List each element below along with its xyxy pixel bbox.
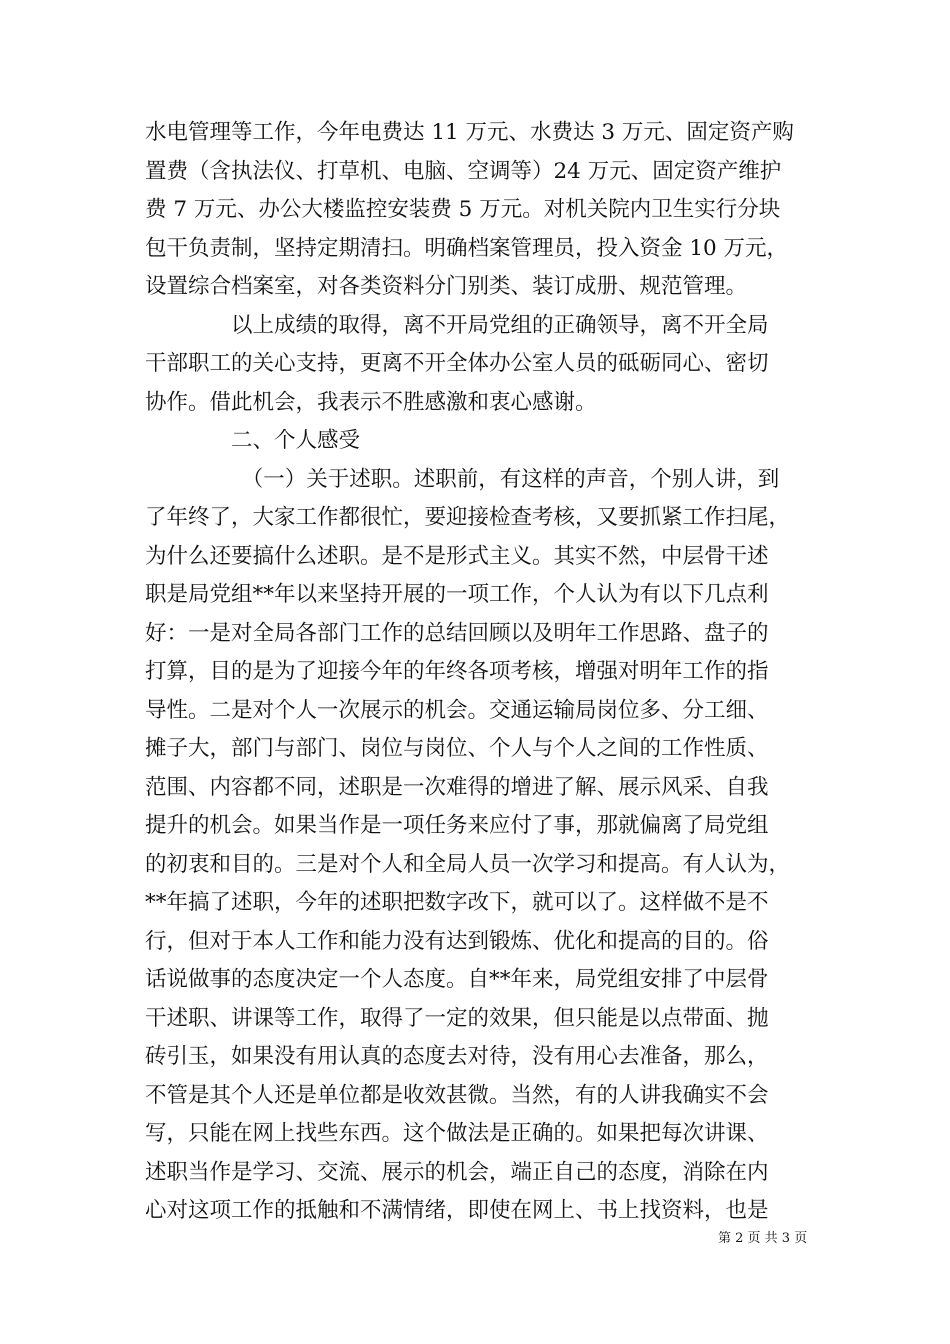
text-line: 范围、内容都不同，述职是一次难得的增进了解、展示风采、自我: [145, 774, 769, 800]
text-line: 导性。二是对个人一次展示的机会。交通运输局岗位多、分工细、: [145, 697, 769, 723]
text-line: （一）关于述职。述职前，有这样的声音，个别人讲，到: [145, 466, 780, 492]
text-line: 写，只能在网上找些东西。这个做法是正确的。如果把每次讲课、: [145, 1121, 769, 1146]
text-line: 行，但对于本人工作和能力没有达到锻炼、优化和提高的目的。俗: [145, 928, 769, 954]
text-line: 摊子大，部门与部门、岗位与岗位、个人与个人之间的工作性质、: [145, 736, 769, 761]
text-line: 以上成绩的取得，离不开局党组的正确领导，离不开全局: [145, 312, 769, 338]
text-line: 了年终了，大家工作都很忙，要迎接检查考核，又要抓紧工作扫尾，: [145, 505, 791, 530]
text-line: 好：一是对全局各部门工作的总结回顾以及明年工作思路、盘子的: [145, 620, 769, 646]
text-line: 打算，目的是为了迎接今年的年终各项考核，增强对明年工作的指: [145, 659, 769, 684]
text-line: 提升的机会。如果当作是一项任务来应付了事，那就偏离了局党组: [145, 813, 769, 838]
text-line: 不管是其个人还是单位都是收效甚微。当然，有的人讲我确实不会: [145, 1082, 769, 1108]
text-line: 包干负责制，坚持定期清扫。明确档案管理员，投入资金 10 万元，: [145, 235, 789, 261]
text-line: 协作。借此机会，我表示不胜感激和衷心感谢。: [145, 389, 597, 415]
text-line: 设置综合档案室，对各类资料分门别类、装订成册、规范管理。: [145, 274, 748, 299]
text-line: 水电管理等工作，今年电费达 11 万元、水费达 3 万元、固定资产购: [145, 120, 794, 145]
text-line: **年搞了述职，今年的述职把数字改下，就可以了。这样做不是不: [145, 890, 769, 915]
document-body: [145, 114, 815, 1231]
section-heading: 二、个人感受: [145, 428, 361, 453]
text-line: 置费（含执法仪、打草机、电脑、空调等）24 万元、固定资产维护: [145, 158, 782, 184]
text-line: 干述职、讲课等工作，取得了一定的效果，但只能是以点带面、抛: [145, 1005, 769, 1031]
text-line: 话说做事的态度决定一个人态度。自**年来，局党组安排了中层骨: [145, 967, 769, 992]
text-line: 砖引玉，如果没有用认真的态度去对待，没有用心去准备，那么，: [145, 1044, 769, 1069]
text-line: 干部职工的关心支持，更离不开全体办公室人员的砥砺同心、密切: [145, 351, 769, 376]
text-line: 述职当作是学习、交流、展示的机会，端正自己的态度，消除在内: [145, 1159, 769, 1185]
text-line: 心对这项工作的抵触和不满情绪，即使在网上、书上找资料，也是: [145, 1198, 769, 1223]
text-line: 为什么还要搞什么述职。是不是形式主义。其实不然，中层骨干述: [145, 543, 769, 569]
text-line: 的初衷和目的。三是对个人和全局人员一次学习和提高。有人认为，: [145, 851, 791, 877]
text-line: 职是局党组**年以来坚持开展的一项工作，个人认为有以下几点利: [145, 582, 769, 607]
text-line: 费 7 万元、办公大楼监控安装费 5 万元。对机关院内卫生实行分块: [145, 197, 781, 222]
page-number-footer: 第 2 页 共 3 页: [718, 1231, 808, 1246]
